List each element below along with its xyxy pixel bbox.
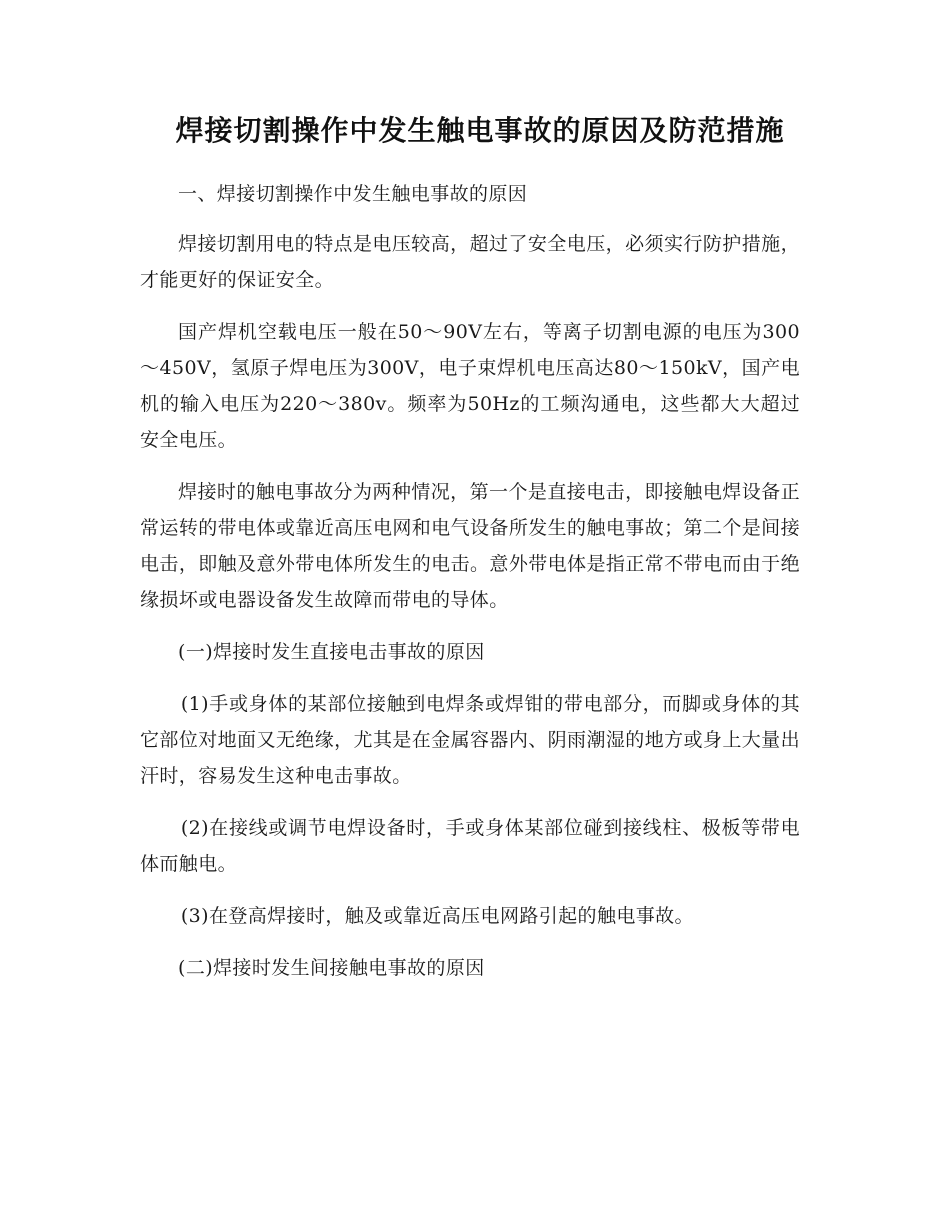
document-title: 焊接切割操作中发生触电事故的原因及防范措施 — [175, 114, 785, 147]
list-item-direct-shock-1: (1)手或身体的某部位接触到电焊条或焊钳的带电部分，而脚或身体的其它部位对地面又无绝缘，尤其是在金属容器内、阴雨潮湿的地方或身上大量出汗时，容易发生这种电击事故。 — [140, 693, 800, 787]
subsection-heading-indirect-shock: (二)焊接时发生间接触电事故的原因 — [178, 957, 485, 979]
paragraph-shock-types: 焊接时的触电事故分为两种情况，第一个是直接电击，即接触电焊设备正常运转的带电体或靠近高压电网和电气设备所发生的触电事故；第二个是间接电击，即触及意外带电体所发生的电击。意外带电体是指正常不带电而由于绝缘损坏或电器设备发生故障而带电的导体。 — [140, 481, 800, 611]
section-heading-causes: 一、焊接切割操作中发生触电事故的原因 — [178, 183, 528, 205]
paragraph-voltage-values: 国产焊机空载电压一般在50～90V左右，等离子切割电源的电压为300～450V，氢原子焊电压为300V，电子束焊机电压高达80～150kV，国产电机的输入电压为220～380v。频率为50Hz的工频沟通电，这些都大大超过安全电压。 — [140, 321, 800, 451]
list-item-direct-shock-3: (3)在登高焊接时，触及或靠近高压电网路引起的触电事故。 — [180, 905, 694, 927]
paragraph-voltage-characteristics: 焊接切割用电的特点是电压较高，超过了安全电压，必须实行防护措施，才能更好的保证安全。 — [140, 233, 800, 291]
subsection-heading-direct-shock: (一)焊接时发生直接电击事故的原因 — [178, 641, 485, 663]
list-item-direct-shock-2: (2)在接线或调节电焊设备时，手或身体某部位碰到接线柱、极板等带电体而触电。 — [140, 817, 800, 875]
